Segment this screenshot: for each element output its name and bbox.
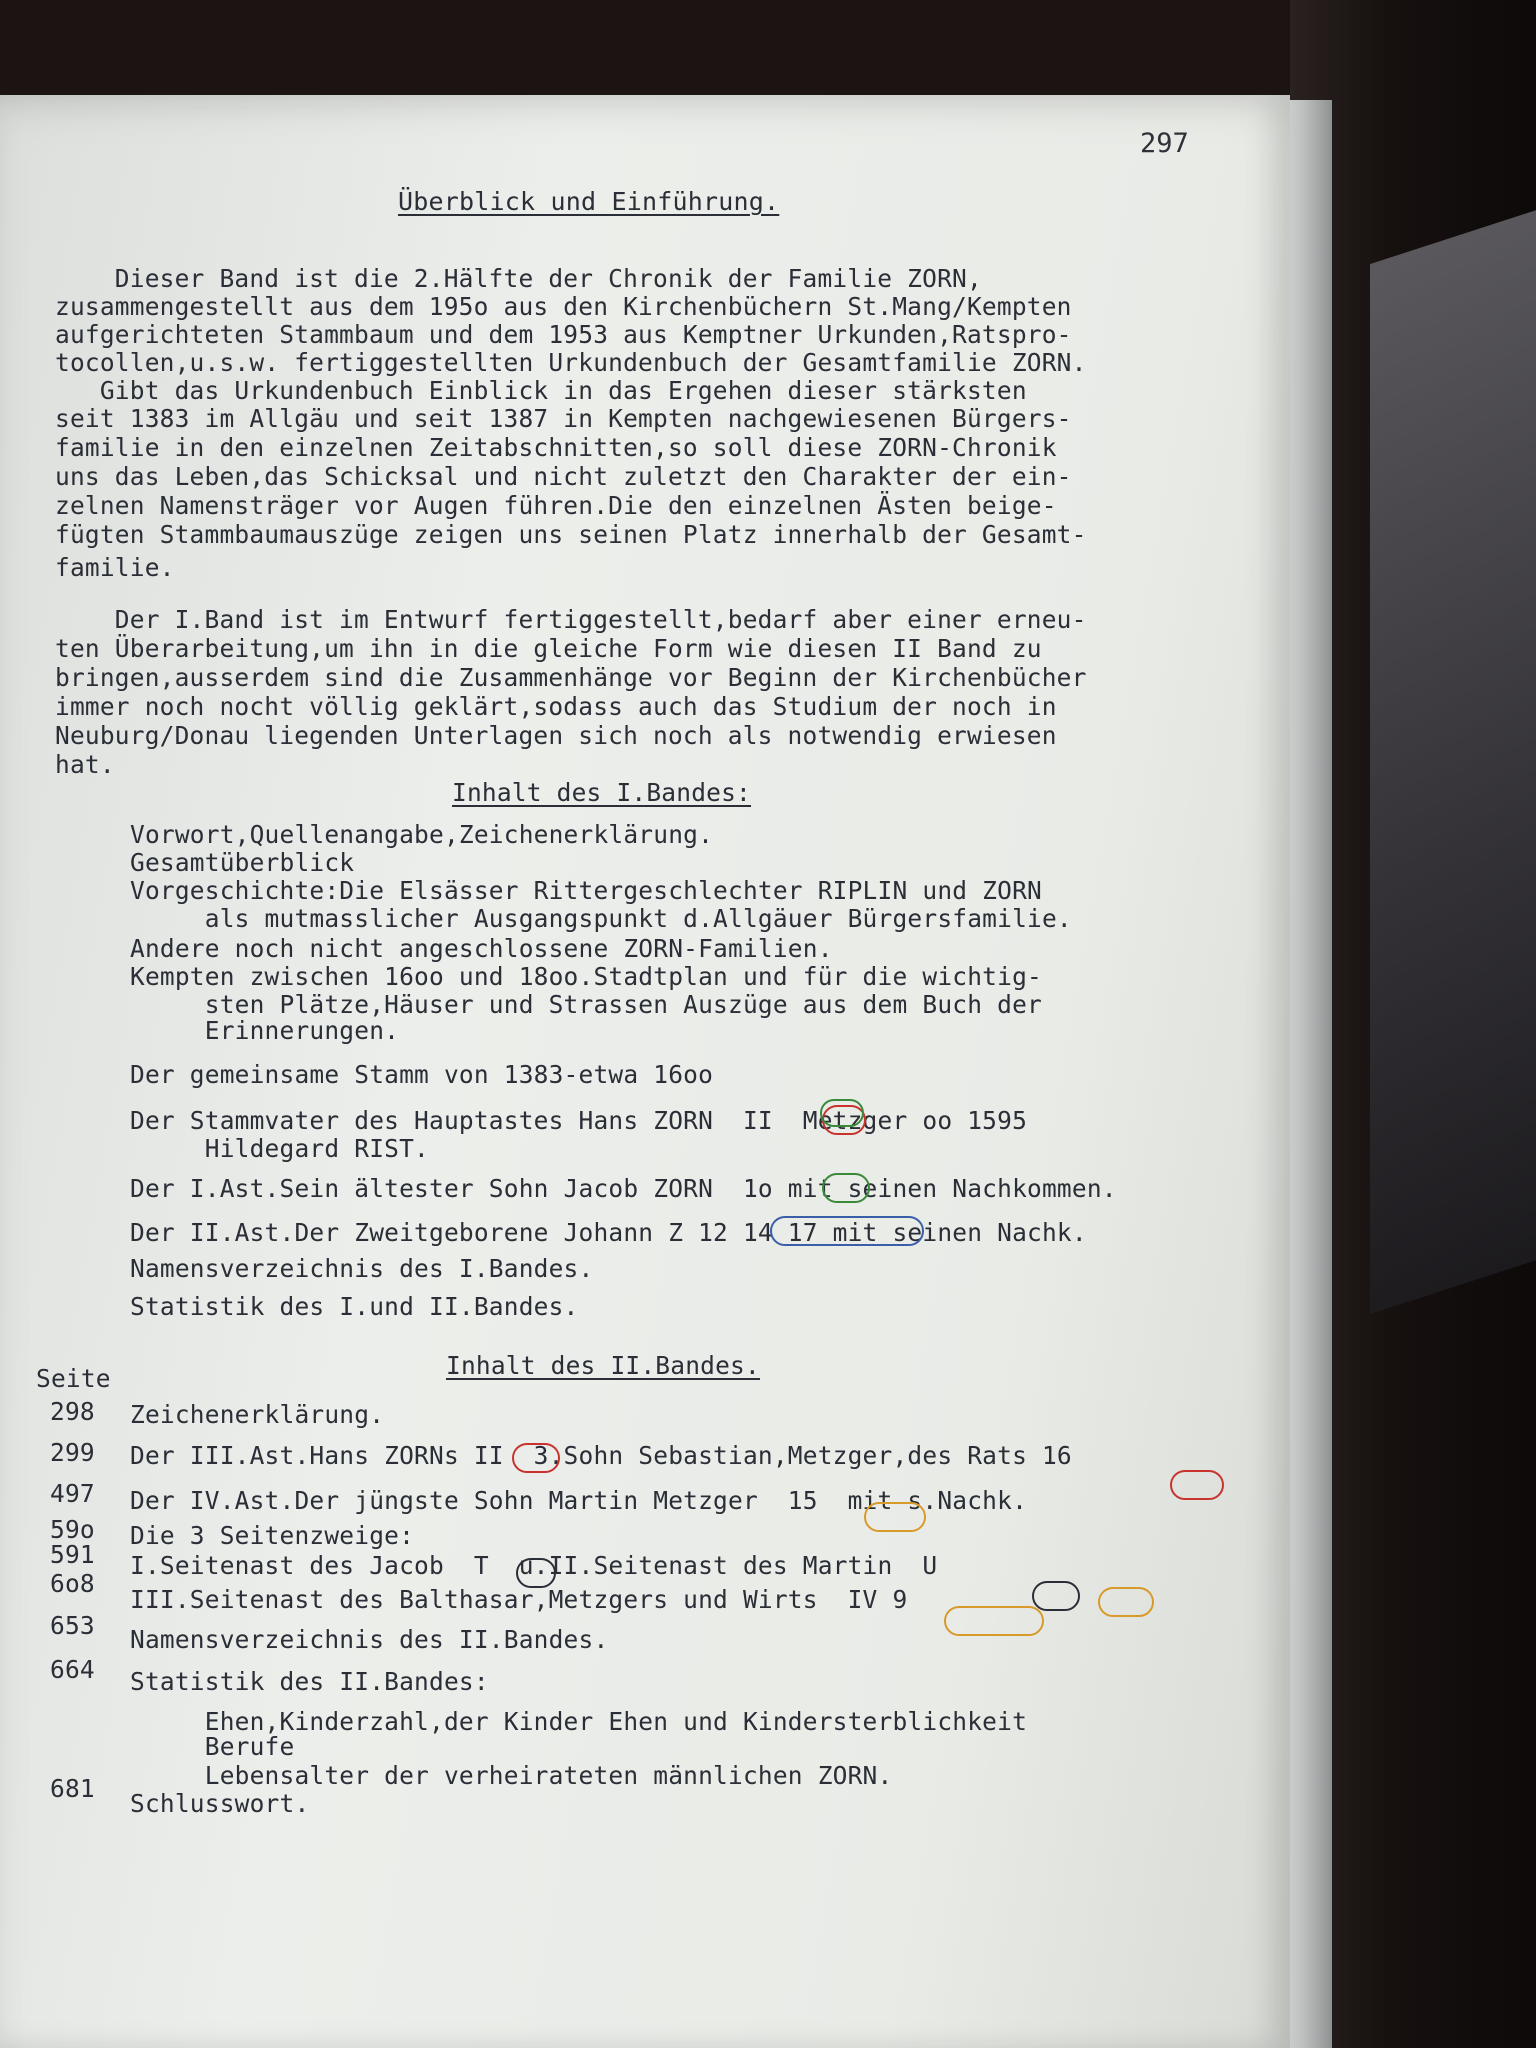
band1-item-5: Andere noch nicht angeschlossene ZORN-Familien. (130, 934, 833, 963)
band2-item-1: Zeichenerklärung. (130, 1400, 385, 1429)
intro-line-10: fügten Stammbaumauszüge zeigen uns seinen Platz innerhalb der Gesamt- (55, 520, 1087, 549)
band1-item-1: Vorwort,Quellenangabe,Zeichenerklärung. (130, 820, 714, 849)
band2-item-6: III.Seitenast des Balthasar,Metzgers und Wirts IV 9 (130, 1585, 908, 1614)
seite-label: Seite (36, 1364, 111, 1393)
para2-line-6: hat. (55, 750, 115, 779)
ring-green-marker-jacob (822, 1173, 870, 1203)
band2-page-5: 591 (50, 1540, 95, 1569)
band2-item-12: Schlusswort. (130, 1789, 310, 1818)
band1-item-7: sten Plätze,Häuser und Strassen Auszüge aus dem Buch der (130, 990, 1042, 1019)
heading-band-2: Inhalt des II.Bandes. (446, 1351, 760, 1380)
intro-line-1: Dieser Band ist die 2.Hälfte der Chronik der Familie ZORN, (55, 264, 982, 293)
intro-line-7: familie in den einzelnen Zeitabschnitten,so soll diese ZORN-Chronik (55, 433, 1057, 462)
ring-orange-marker-balthasar (944, 1606, 1044, 1636)
band1-item-8: Erinnerungen. (130, 1016, 400, 1045)
band1-item-11: Hildegard RIST. (130, 1134, 430, 1163)
band1-item-12: Der I.Ast.Sein ältester Sohn Jacob ZORN 1o mit seinen Nachkommen. (130, 1174, 1117, 1203)
band2-page-12: 681 (50, 1774, 95, 1803)
intro-line-4: tocollen,u.s.w. fertiggestellten Urkundenbuch der Gesamtfamilie ZORN. (55, 348, 1087, 377)
para2-line-3: bringen,ausserdem sind die Zusammenhänge vor Beginn der Kirchenbücher (55, 663, 1087, 692)
band2-page-3: 497 (50, 1479, 95, 1508)
band2-item-8: Statistik des II.Bandes: (130, 1667, 489, 1696)
band1-item-14: Namensverzeichnis des I.Bandes. (130, 1254, 594, 1283)
band2-page-4: 59o (50, 1515, 95, 1544)
band2-item-10: Berufe (130, 1732, 295, 1761)
band2-item-4: Die 3 Seitenzweige: (130, 1521, 415, 1550)
page-number: 297 (1140, 128, 1189, 159)
band2-page-6: 6o8 (50, 1569, 95, 1598)
para2-line-4: immer noch nocht völlig geklärt,sodass auch das Studium der noch in (55, 692, 1057, 721)
band1-item-9: Der gemeinsame Stamm von 1383-etwa 16oo (130, 1060, 714, 1089)
band1-item-3: Vorgeschichte:Die Elsässer Rittergeschlechter RIPLIN und ZORN (130, 876, 1042, 905)
page-title: Überblick und Einführung. (398, 187, 780, 216)
band1-item-10: Der Stammvater des Hauptastes Hans ZORN II Metzger oo 1595 (130, 1106, 1028, 1135)
background-reflection (1370, 196, 1536, 1314)
band1-item-13: Der II.Ast.Der Zweitgeborene Johann Z 12 14 17 mit seinen Nachk. (130, 1218, 1087, 1247)
intro-line-3: aufgerichteten Stammbaum und dem 1953 aus Kemptner Urkunden,Ratspro- (55, 320, 1072, 349)
para2-line-2: ten Überarbeitung,um ihn in die gleiche Form wie diesen II Band zu (55, 634, 1042, 663)
band2-item-3: Der IV.Ast.Der jüngste Sohn Martin Metzger 15 mit s.Nachk. (130, 1486, 1028, 1515)
band2-page-2: 299 (50, 1438, 95, 1467)
band2-item-9: Ehen,Kinderzahl,der Kinder Ehen und Kindersterblichkeit (130, 1707, 1028, 1736)
para2-line-1: Der I.Band ist im Entwurf fertiggestellt,bedarf aber einer erneu- (55, 605, 1087, 634)
band2-item-5: I.Seitenast des Jacob T u.II.Seitenast des Martin U (130, 1551, 938, 1580)
ring-green-marker (820, 1099, 864, 1127)
intro-line-9: zelnen Namensträger vor Augen führen.Die den einzelnen Ästen beige- (55, 491, 1057, 520)
ring-marker-jacob-t (516, 1558, 556, 1588)
ring-red-marker-hans (512, 1443, 560, 1473)
band1-item-2: Gesamtüberblick (130, 848, 355, 877)
band1-item-15: Statistik des I.und II.Bandes. (130, 1292, 579, 1321)
band2-page-8: 664 (50, 1655, 95, 1684)
intro-line-5: Gibt das Urkundenbuch Einblick in das Ergehen dieser stärksten (55, 376, 1027, 405)
band2-item-7: Namensverzeichnis des II.Bandes. (130, 1625, 609, 1654)
para2-line-5: Neuburg/Donau liegenden Unterlagen sich noch als notwendig erwiesen (55, 721, 1057, 750)
intro-line-6: seit 1383 im Allgäu und seit 1387 in Kempten nachgewiesenen Bürgers- (55, 404, 1072, 433)
ring-orange-marker-martin (864, 1502, 926, 1532)
ring-orange-marker-empty (1098, 1587, 1154, 1617)
ring-marker-martin-u (1032, 1581, 1080, 1611)
intro-line-8: uns das Leben,das Schicksal und nicht zuletzt den Charakter der ein- (55, 462, 1072, 491)
ring-red-marker-sebastian (1170, 1470, 1224, 1500)
band2-page-7: 653 (50, 1611, 95, 1640)
band1-item-4: als mutmasslicher Ausgangspunkt d.Allgäuer Bürgersfamilie. (130, 904, 1072, 933)
band2-page-1: 298 (50, 1397, 95, 1426)
ring-blue-marker-johann (770, 1216, 924, 1246)
band2-item-11: Lebensalter der verheirateten männlichen ZORN. (130, 1761, 893, 1790)
intro-line-11: familie. (55, 553, 175, 582)
heading-band-1: Inhalt des I.Bandes: (452, 778, 752, 807)
band2-item-2: Der III.Ast.Hans ZORNs II 3.Sohn Sebastian,Metzger,des Rats 16 (130, 1441, 1072, 1470)
intro-line-2: zusammengestellt aus dem 195o aus den Kirchenbüchern St.Mang/Kempten (55, 292, 1072, 321)
band1-item-6: Kempten zwischen 16oo und 18oo.Stadtplan und für die wichtig- (130, 962, 1042, 991)
